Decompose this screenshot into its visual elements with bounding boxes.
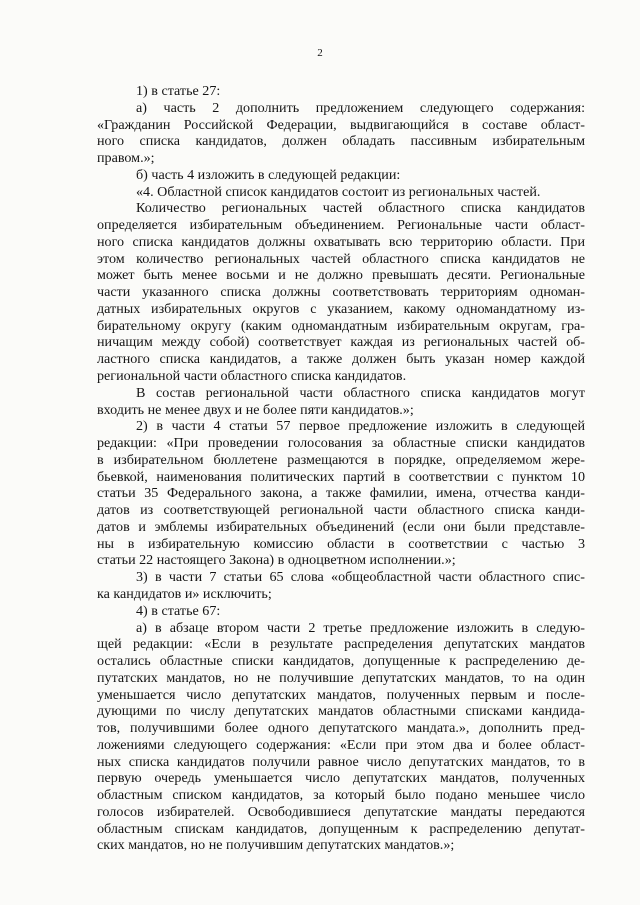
text-line: дующими по числу депутатских мандатов областными списками кандида- xyxy=(97,703,585,720)
text-line: щей редакции: «Если в результате распределения депутатских мандатов xyxy=(97,636,585,653)
text-line: редакции: «При проведении голосования за областные списки кандидатов xyxy=(97,435,585,452)
text-line: в избирательном бюллетене размещаются в порядке, определяемом жере- xyxy=(97,451,585,468)
text-line: датов и эмблемы избирательных объединений (если они были представле- xyxy=(97,518,585,535)
text-line: бьевкой, наименования политических партий в соответствии с пунктом 10 xyxy=(97,468,585,485)
text-line: правом.»; xyxy=(97,150,155,167)
text-line: ного списка кандидатов должны охватывать всю территорию области. При xyxy=(97,233,585,250)
text-line: 4) в статье 67: xyxy=(136,602,221,619)
text-line: этом количество региональных частей областного списка кандидатов не xyxy=(97,250,585,267)
text-line: остались областные списки кандидатов, допущенные к распределению де- xyxy=(97,653,585,670)
text-line: ных списка кандидатов получили равное число депутатских мандатов, то в xyxy=(97,753,585,770)
text-line: ка кандидатов и» исключить; xyxy=(97,585,272,602)
document-body xyxy=(97,83,585,854)
text-line: Количество региональных частей областного списка кандидатов xyxy=(136,200,585,217)
text-line: бирательному округу (каким одномандатным избирательным округам, гра- xyxy=(97,317,585,334)
page-number: 2 xyxy=(317,47,323,59)
text-line: «Гражданин Российской Федерации, выдвигающийся в составе област- xyxy=(97,116,585,133)
text-line: части указанного списка должны соответствовать территориям одноман- xyxy=(97,284,585,301)
text-line: областным спискам кандидатов, допущенным к распределению депутат- xyxy=(97,820,585,837)
text-line: 1) в статье 27: xyxy=(136,83,221,99)
text-line: 2) в части 4 статьи 57 первое предложение изложить в следующей xyxy=(136,418,585,435)
text-line: «4. Областной список кандидатов состоит из региональных частей. xyxy=(136,183,541,200)
text-line: ничащим между собой) соответствует каждая из региональных частей об- xyxy=(97,334,585,351)
text-line: б) часть 4 изложить в следующей редакции: xyxy=(136,166,401,183)
text-line: ны в избирательную комиссию области в соответствии с частью 3 xyxy=(97,535,585,552)
text-line: ложениями следующего содержания: «Если при этом два и более област- xyxy=(97,736,585,753)
text-line: ластного списка кандидатов, а также должен быть указан номер каждой xyxy=(97,351,585,368)
text-line: региональной части областного списка кандидатов. xyxy=(97,368,407,385)
text-line: ских мандатов, но не получившим депутатских мандатов.»; xyxy=(97,837,455,854)
text-line: первую очередь уменьшается число депутатских мандатов, полученных xyxy=(97,770,585,787)
text-line: входить не менее двух и не более пяти кандидатов.»; xyxy=(97,401,414,418)
text-line: уменьшается число депутатских мандатов, полученных первым и после- xyxy=(97,686,585,703)
text-line: тов, получившими более одного депутатского мандата.», дополнить пред- xyxy=(97,720,585,737)
text-line: может быть менее восьми и не должно превышать десяти. Региональные xyxy=(97,267,585,284)
text-line: статьи 35 Федерального закона, а также фамилии, имена, отчества канди- xyxy=(97,485,585,502)
text-line: датных избирательных округов с указанием, какому одномандатному из- xyxy=(97,300,585,317)
text-line: определяется избирательным объединением. Региональные части област- xyxy=(97,217,585,234)
text-line: статьи 22 настоящего Закона) в одноцветном исполнении.»; xyxy=(97,552,456,569)
text-line: путатских мандатов, но не получившие депутатских мандатов, то на один xyxy=(97,669,585,686)
text-line: а) в абзаце втором части 2 третье предложение изложить в следую- xyxy=(136,619,585,636)
text-line: областным списком кандидатов, за который было подано меньшее число xyxy=(97,787,585,804)
text-line: а) часть 2 дополнить предложением следующего содержания: xyxy=(136,99,585,116)
text-line: ного списка кандидатов, должен обладать пассивным избирательным xyxy=(97,133,585,150)
text-line: 3) в части 7 статьи 65 слова «общеобластной части областного спис- xyxy=(136,569,585,586)
text-line: голосов избирателей. Освободившиеся депутатские мандаты передаются xyxy=(97,803,585,820)
text-line: В состав региональной части областного списка кандидатов могут xyxy=(136,384,585,401)
text-line: датов из соответствующей региональной части областного списка канди- xyxy=(97,502,585,519)
